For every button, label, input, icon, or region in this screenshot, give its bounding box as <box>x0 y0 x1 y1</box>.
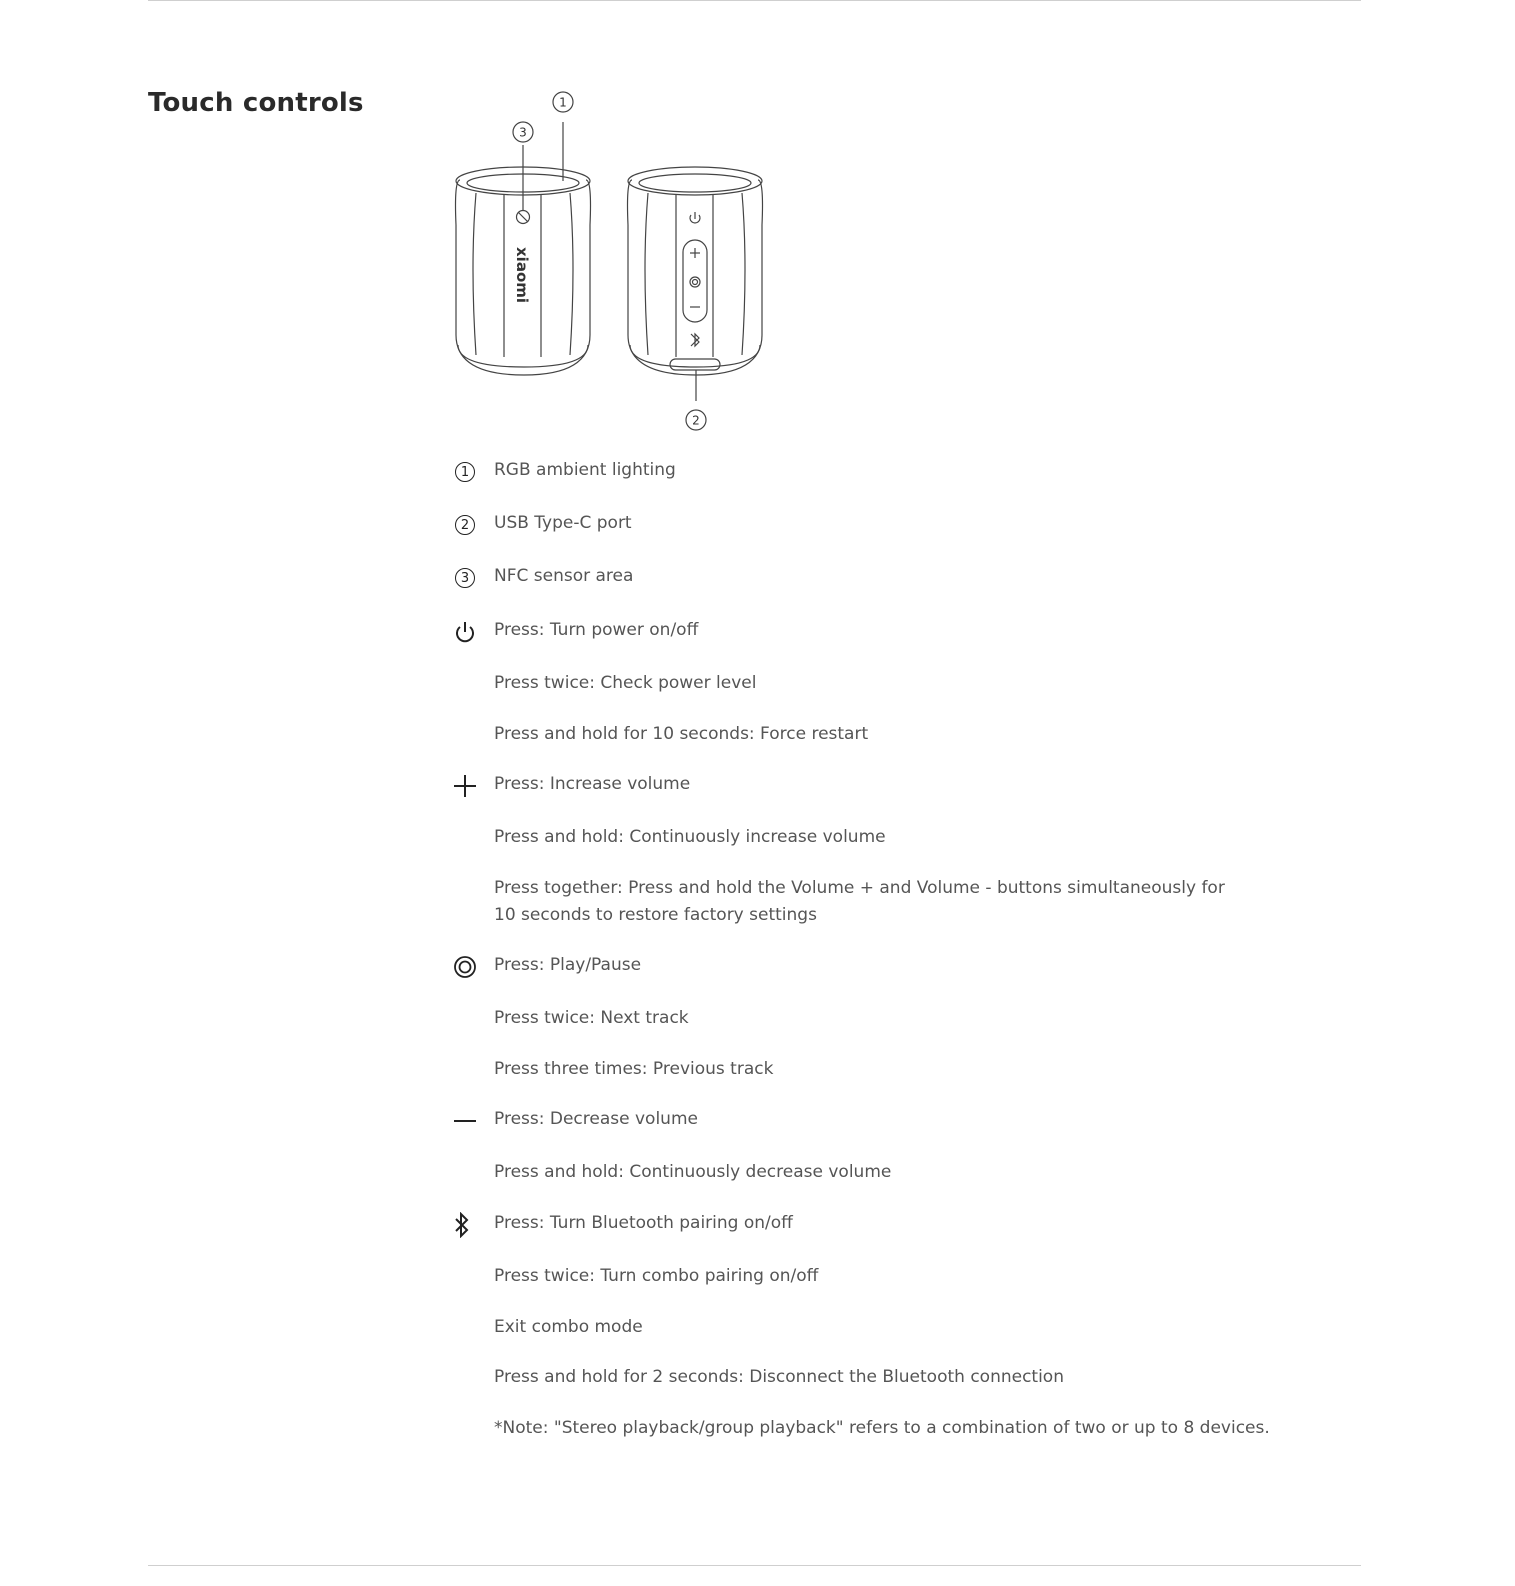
brand-label: xiaomi <box>513 246 531 304</box>
bottom-divider <box>148 1565 1361 1566</box>
speaker-illustration <box>440 85 780 440</box>
legend-text: Exit combo mode <box>494 1317 643 1337</box>
legend-text: Press three times: Previous track <box>494 1059 774 1079</box>
legend-text: Press: Decrease volume <box>494 1109 698 1129</box>
play-pause-icon <box>690 277 700 287</box>
legend-text: NFC sensor area <box>494 566 634 586</box>
plus-icon <box>450 771 480 801</box>
legend-text: Press: Turn power on/off <box>494 620 699 640</box>
legend-text: Press twice: Check power level <box>494 673 757 693</box>
page-title: Touch controls <box>148 88 364 118</box>
number-2-icon: 2 <box>450 510 480 540</box>
play-pause-icon <box>450 952 480 982</box>
legend-text: Press twice: Next track <box>494 1008 689 1028</box>
bluetooth-icon <box>450 1210 483 1240</box>
legend-text: Press and hold: Continuously decrease volume <box>494 1162 892 1182</box>
legend-text: Press: Play/Pause <box>494 955 642 975</box>
note-text: *Note: "Stereo playback/group playback" refers to a combination of two or up to 8 devices. <box>494 1418 1270 1438</box>
legend-text: Press together: Press and hold the Volume + and Volume - buttons simultaneously for 10 seconds to restore factory settings <box>494 878 1225 925</box>
top-divider <box>148 0 1361 1</box>
usb-port <box>670 359 720 370</box>
legend-text: Press and hold for 2 seconds: Disconnect the Bluetooth connection <box>494 1367 1064 1387</box>
legend-text: Press: Increase volume <box>494 774 691 794</box>
speaker-back-view <box>628 167 763 430</box>
legend-text: Press and hold for 10 seconds: Force restart <box>494 724 869 744</box>
callout-1-label: 1 <box>559 95 567 110</box>
callout-2-label: 2 <box>692 413 700 428</box>
legend-text: USB Type-C port <box>494 513 632 533</box>
callout-3-label: 3 <box>519 125 527 140</box>
power-icon <box>450 617 480 647</box>
legend-text: Press: Turn Bluetooth pairing on/off <box>494 1213 793 1233</box>
legend-text: Press twice: Turn combo pairing on/off <box>494 1266 819 1286</box>
bluetooth-icon <box>691 334 699 346</box>
minus-icon <box>450 1106 480 1136</box>
number-1-icon: 1 <box>450 457 480 487</box>
legend-text: Press and hold: Continuously increase volume <box>494 827 886 847</box>
speaker-diagram <box>440 85 780 440</box>
number-3-icon: 3 <box>450 563 480 593</box>
legend-text: RGB ambient lighting <box>494 460 676 480</box>
